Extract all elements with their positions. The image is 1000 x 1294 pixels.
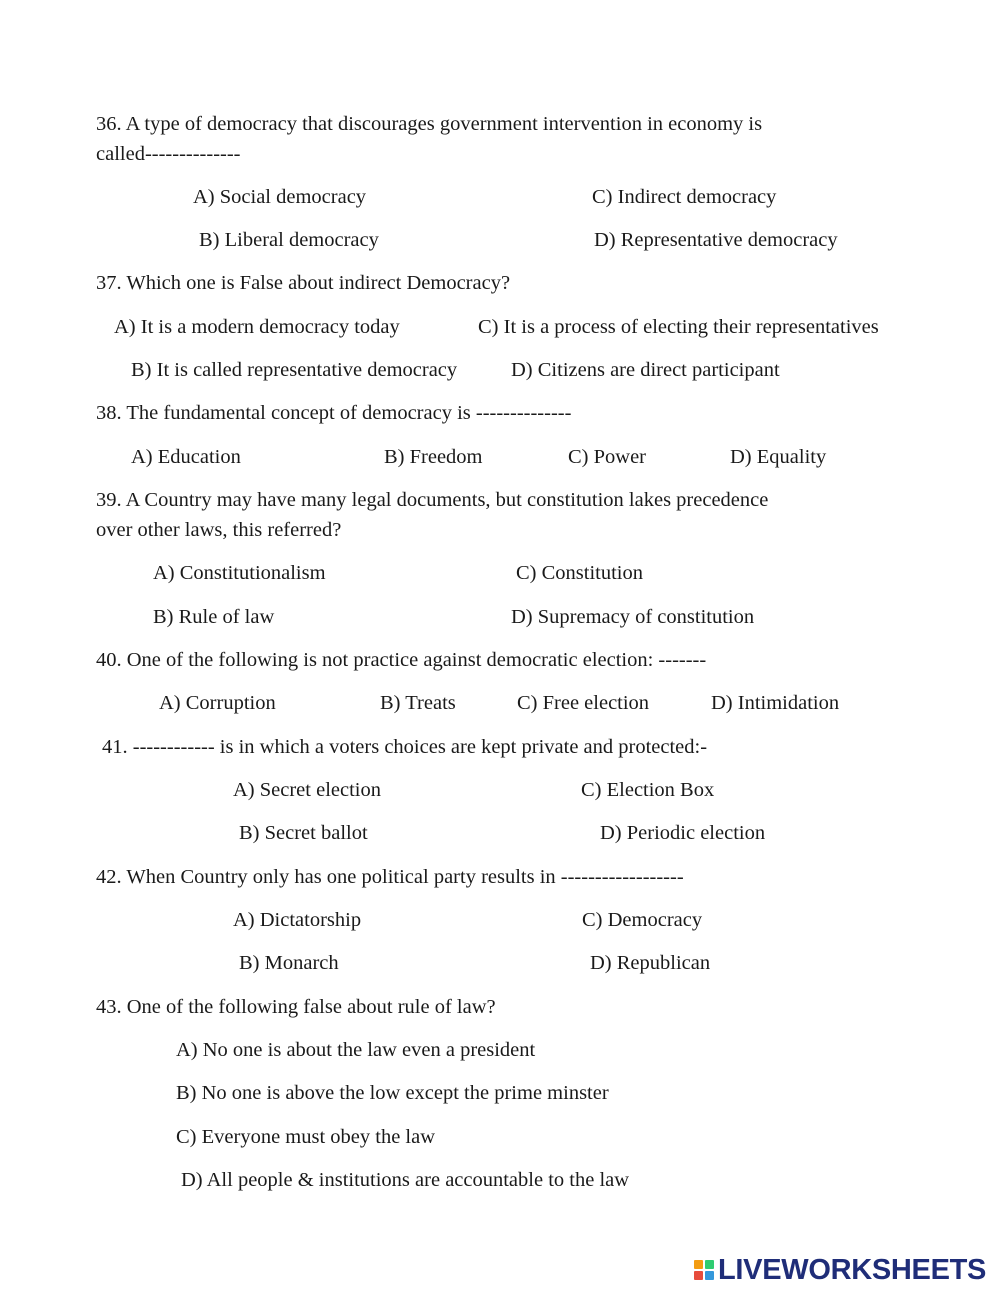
q42-option-b[interactable]: B) Monarch xyxy=(239,952,339,974)
q38-option-d[interactable]: D) Equality xyxy=(730,446,827,468)
question-37-stem: 37. Which one is False about indirect Democracy? xyxy=(96,272,511,294)
q43-option-a[interactable]: A) No one is about the law even a president xyxy=(176,1039,536,1061)
q39-option-d[interactable]: D) Supremacy of constitution xyxy=(511,606,755,628)
q37-option-b[interactable]: B) It is called representative democracy xyxy=(131,359,458,381)
q40-option-a[interactable]: A) Corruption xyxy=(159,692,276,714)
q38-option-a[interactable]: A) Education xyxy=(131,446,241,468)
q39-option-c[interactable]: C) Constitution xyxy=(516,562,644,584)
q39-option-a[interactable]: A) Constitutionalism xyxy=(153,562,326,584)
q36-option-d[interactable]: D) Representative democracy xyxy=(594,229,838,251)
question-39-stem: 39. A Country may have many legal documents, but constitution lakes precedence xyxy=(96,489,769,511)
question-38-stem: 38. The fundamental concept of democracy is -------------- xyxy=(96,402,572,424)
q42-option-c[interactable]: C) Democracy xyxy=(582,909,703,931)
q43-option-c[interactable]: C) Everyone must obey the law xyxy=(176,1126,436,1148)
question-41-stem: 41. ------------ is in which a voters choices are kept private and protected:- xyxy=(102,736,708,758)
question-36-stem-cont: called-------------- xyxy=(96,143,241,165)
liveworksheets-logo xyxy=(694,1253,987,1286)
q43-option-d[interactable]: D) All people & institutions are accountable to the law xyxy=(181,1169,630,1191)
q38-option-c[interactable]: C) Power xyxy=(568,446,647,468)
q36-option-b[interactable]: B) Liberal democracy xyxy=(199,229,379,251)
q38-option-b[interactable]: B) Freedom xyxy=(384,446,483,468)
logo-square-3 xyxy=(694,1271,703,1280)
q36-option-a[interactable]: A) Social democracy xyxy=(193,186,367,208)
q41-option-b[interactable]: B) Secret ballot xyxy=(239,822,368,844)
q37-option-d[interactable]: D) Citizens are direct participant xyxy=(511,359,780,381)
q39-option-b[interactable]: B) Rule of law xyxy=(153,606,275,628)
q36-option-c[interactable]: C) Indirect democracy xyxy=(592,186,777,208)
q37-option-a[interactable]: A) It is a modern democracy today xyxy=(114,316,400,338)
liveworksheets-brand-text: LIVEWORKSHEETS xyxy=(718,1253,987,1286)
q41-option-d[interactable]: D) Periodic election xyxy=(600,822,766,844)
liveworksheets-logo-icon xyxy=(694,1260,714,1280)
q40-option-b[interactable]: B) Treats xyxy=(380,692,456,714)
q40-option-d[interactable]: D) Intimidation xyxy=(711,692,840,714)
question-43-stem: 43. One of the following false about rule of law? xyxy=(96,996,496,1018)
question-42-stem: 42. When Country only has one political party results in ------------------ xyxy=(96,866,684,888)
q41-option-a[interactable]: A) Secret election xyxy=(233,779,381,801)
logo-square-1 xyxy=(694,1260,703,1269)
question-39-stem-cont: over other laws, this referred? xyxy=(96,519,342,541)
logo-square-4 xyxy=(705,1271,714,1280)
question-36-stem: 36. A type of democracy that discourages government intervention in economy is xyxy=(96,113,763,135)
q42-option-a[interactable]: A) Dictatorship xyxy=(233,909,362,931)
question-40-stem: 40. One of the following is not practice against democratic election: ------- xyxy=(96,649,707,671)
q40-option-c[interactable]: C) Free election xyxy=(517,692,650,714)
q37-option-c[interactable]: C) It is a process of electing their representatives xyxy=(478,316,879,338)
q43-option-b[interactable]: B) No one is above the low except the prime minster xyxy=(176,1082,609,1104)
q41-option-c[interactable]: C) Election Box xyxy=(581,779,715,801)
q42-option-d[interactable]: D) Republican xyxy=(590,952,711,974)
logo-square-2 xyxy=(705,1260,714,1269)
